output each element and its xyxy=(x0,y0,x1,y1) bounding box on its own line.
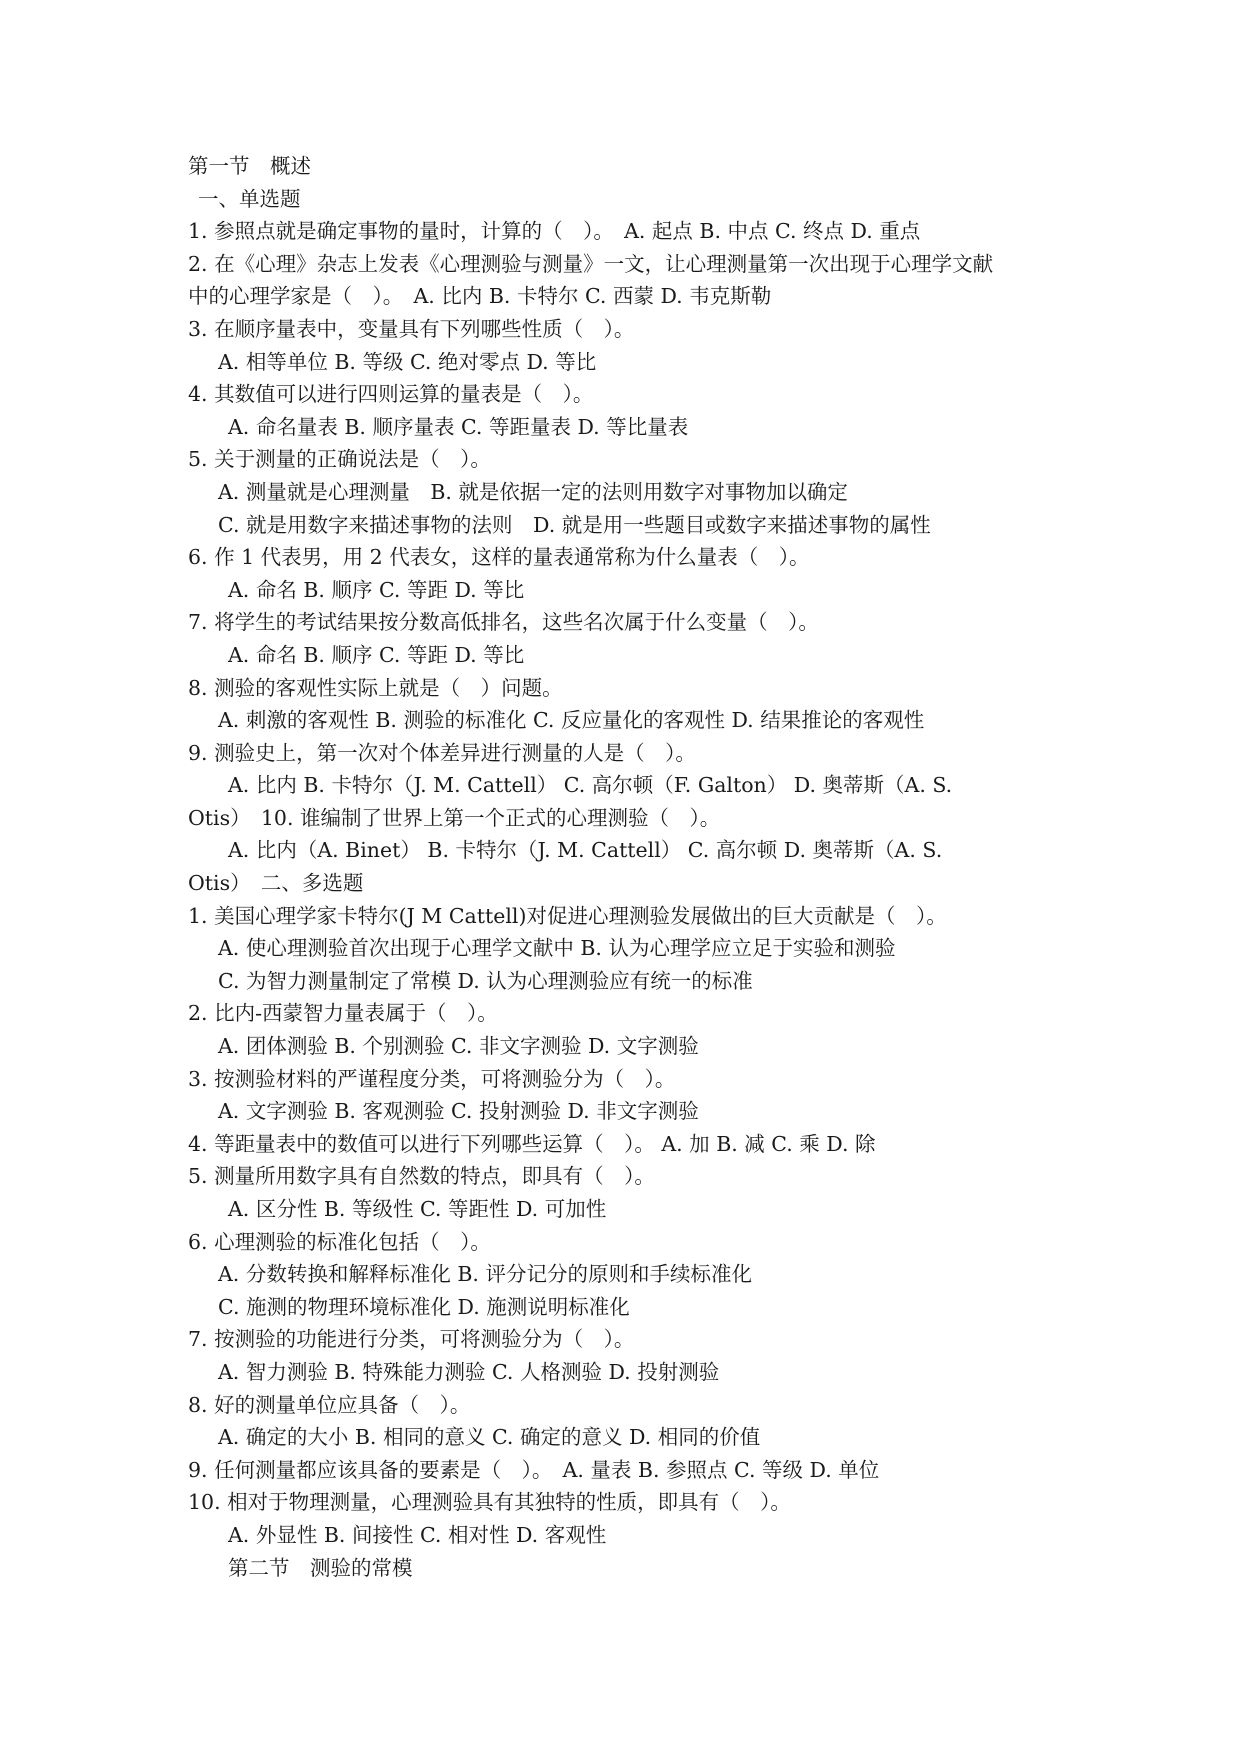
options-line: A. 外显性 B. 间接性 C. 相对性 D. 客观性 xyxy=(228,1522,607,1547)
options-line: A. 区分性 B. 等级性 C. 等距性 D. 可加性 xyxy=(228,1197,607,1221)
options-line: A. 比内 B. 卡特尔（J. M. Cattell） C. 高尔顿（F. Galton） D. 奥蒂斯（A. S. xyxy=(228,773,953,798)
document-body xyxy=(188,150,1068,1584)
section-title: 第二节 测验的常模 xyxy=(228,1555,413,1580)
question-line: 6. 作 1 代表男，用 2 代表女，这样的量表通常称为什么量表（ ）。 xyxy=(188,545,810,570)
options-line: A. 测量就是心理测量 B. 就是依据一定的法则用数字对事物加以确定 xyxy=(218,479,848,504)
options-line: A. 比内（A. Binet） B. 卡特尔（J. M. Cattell） C. 高尔顿 D. 奥蒂斯（A. S. xyxy=(228,838,943,863)
options-line: A. 使心理测验首次出现于心理学文献中 B. 认为心理学应立足于实验和测验 xyxy=(218,936,896,961)
options-line: A. 团体测验 B. 个别测验 C. 非文字测验 D. 文字测验 xyxy=(218,1034,699,1059)
question-line: 8. 测验的客观性实际上就是（ ）问题。 xyxy=(188,675,563,700)
question-line: 5. 关于测量的正确说法是（ ）。 xyxy=(188,447,491,472)
question-line: 9. 测验史上，第一次对个体差异进行测量的人是（ ）。 xyxy=(188,740,696,765)
multi-choice-heading-line: Otis） 二、多选题 xyxy=(188,871,364,896)
options-line: A. 文字测验 B. 客观测验 C. 投射测验 D. 非文字测验 xyxy=(218,1099,699,1124)
question-line: 9. 任何测量都应该具备的要素是（ ）。 A. 量表 B. 参照点 C. 等级 D. 单位 xyxy=(188,1457,880,1482)
options-line: A. 命名 B. 顺序 C. 等距 D. 等比 xyxy=(228,642,525,667)
options-line: A. 刺激的客观性 B. 测验的标准化 C. 反应量化的客观性 D. 结果推论的客观性 xyxy=(218,708,925,733)
question-line: 1. 参照点就是确定事物的量时，计算的（ ）。 A. 起点 B. 中点 C. 终点 D. 重点 xyxy=(188,219,921,244)
options-line: A. 分数转换和解释标准化 B. 评分记分的原则和手续标准化 xyxy=(218,1262,752,1287)
question-line: 7. 将学生的考试结果按分数高低排名，这些名次属于什么变量（ ）。 xyxy=(188,610,819,635)
options-line: A. 命名 B. 顺序 C. 等距 D. 等比 xyxy=(228,577,525,602)
question-line: 2. 在《心理》杂志上发表《心理测验与测量》一文，让心理测量第一次出现于心理学文献 xyxy=(188,251,994,276)
question-line: 4. 其数值可以进行四则运算的量表是（ ）。 xyxy=(188,382,594,407)
question-line: 7. 按测验的功能进行分类，可将测验分为（ ）。 xyxy=(188,1327,635,1352)
options-line: C. 为智力测量制定了常模 D. 认为心理测验应有统一的标准 xyxy=(218,968,753,993)
question-line: 10. 相对于物理测量，心理测验具有其独特的性质，即具有（ ）。 xyxy=(188,1490,791,1515)
options-line: A. 智力测验 B. 特殊能力测验 C. 人格测验 D. 投射测验 xyxy=(218,1359,720,1384)
question-line: 3. 在顺序量表中，变量具有下列哪些性质（ ）。 xyxy=(188,316,635,341)
question-line: 1. 美国心理学家卡特尔(J M Cattell)对促进心理测验发展做出的巨大贡献是（ ）。 xyxy=(188,903,947,928)
section-title: 第一节 概述 xyxy=(188,154,311,178)
options-line: A. 确定的大小 B. 相同的意义 C. 确定的意义 D. 相同的价值 xyxy=(218,1425,761,1450)
options-line: A. 相等单位 B. 等级 C. 绝对零点 D. 等比 xyxy=(218,349,597,374)
question-line: 2. 比内-西蒙智力量表属于（ ）。 xyxy=(188,1001,498,1026)
question-line: 5. 测量所用数字具有自然数的特点，即具有（ ）。 xyxy=(188,1164,655,1189)
single-choice-heading: 一、单选题 xyxy=(198,186,301,211)
options-line: C. 就是用数字来描述事物的法则 D. 就是用一些题目或数字来描述事物的属性 xyxy=(218,512,931,537)
question-line: 中的心理学家是（ ）。 A. 比内 B. 卡特尔 C. 西蒙 D. 韦克斯勒 xyxy=(188,284,772,309)
options-line: A. 命名量表 B. 顺序量表 C. 等距量表 D. 等比量表 xyxy=(228,414,689,439)
question-line: 8. 好的测量单位应具备（ ）。 xyxy=(188,1392,471,1417)
question-line: 6. 心理测验的标准化包括（ ）。 xyxy=(188,1229,491,1254)
question-line: Otis） 10. 谁编制了世界上第一个正式的心理测验（ ）。 xyxy=(188,805,721,830)
question-line: 4. 等距量表中的数值可以进行下列哪些运算（ ）。 A. 加 B. 减 C. 乘 D. 除 xyxy=(188,1131,876,1156)
options-line: C. 施测的物理环境标准化 D. 施测说明标准化 xyxy=(218,1294,630,1319)
question-line: 3. 按测验材料的严谨程度分类，可将测验分为（ ）。 xyxy=(188,1066,676,1091)
